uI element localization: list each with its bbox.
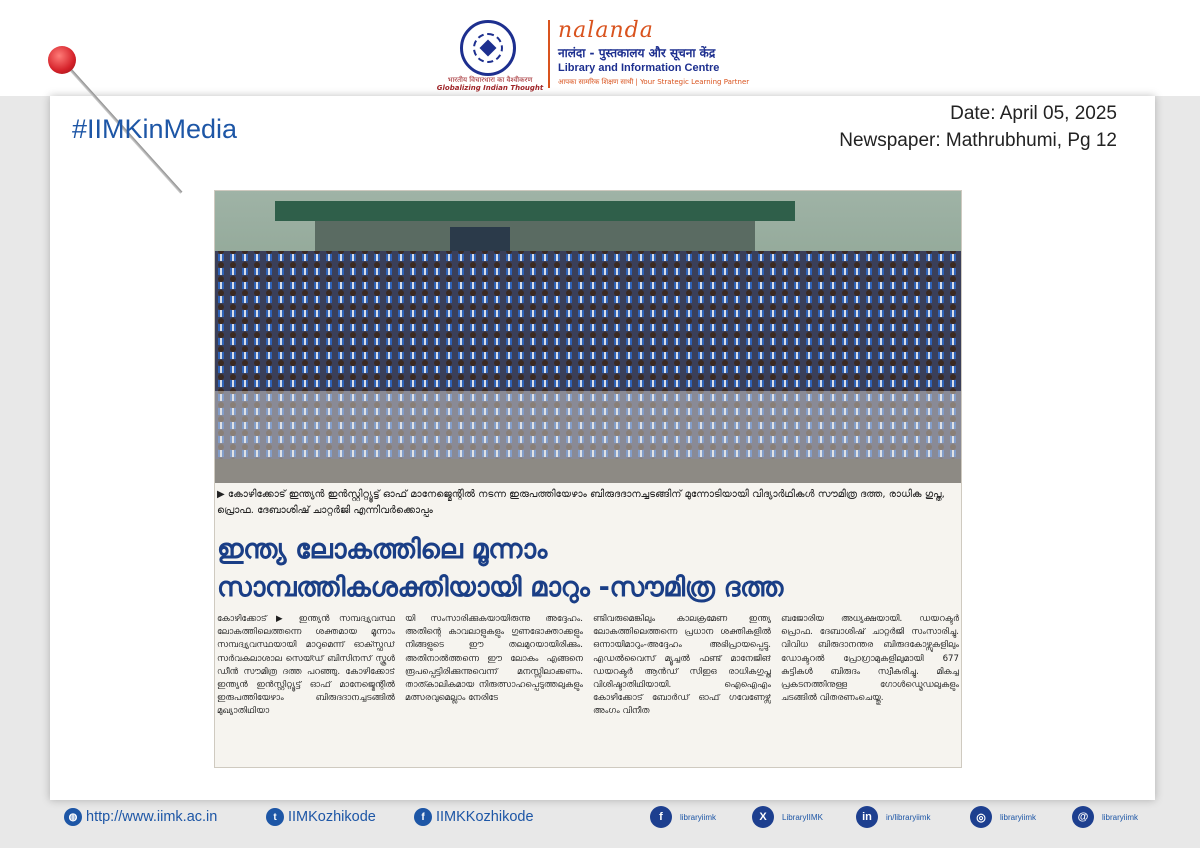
pushpin-icon xyxy=(48,46,76,74)
article-column-4: ബജോരിയ അധ്യക്ഷയായി. ഡയറക്ടർ പ്രൊഫ. ദേബാശിഷ് ചാറ്റർജി സംസാരിച്ചു. വിവിധ ബിരുദാനന്തര ബിരുദകോഴ്സുകളിലും ഡോക്ടറൽ പ്രോഗ്രാമുകളിലുമായി 677 കുട്ടികൾ ബിരുദം സ്വീകരിച്ചു. മികച്ച പ്രകടനത്തിനുള്ള ഗോൾഡ്മെഡലുകളും ചടങ്ങിൽ വിതരണംചെയ്തു. xyxy=(781,614,959,704)
iimk-emblem-icon xyxy=(460,20,516,76)
header-divider xyxy=(548,20,550,88)
instagram-icon: ◎ xyxy=(970,806,992,828)
facebook-link[interactable] xyxy=(414,806,534,828)
library-facebook-link[interactable] xyxy=(650,806,716,828)
library-facebook-handle: libraryiimk xyxy=(680,812,716,822)
library-instagram-handle: libraryiimk xyxy=(1000,812,1036,822)
article-column-1: കോഴിക്കോട് ▶ ഇന്ത്യൻ സമ്പദ്വ്യവസ്ഥ ലോകത്തിലെത്തന്നെ ശക്തമായ മൂന്നാം സമ്പദ്വ്യവസ്ഥയായി മാറുമെന്ന് ഓക്സ്ഫഡ് സർവകലാശാല സെയ്ഡ് ബിസിനസ് സ്കൂൾ ഡീൻ സൗമിത്ര ദത്ത പറഞ്ഞു. കോഴിക്കോട് ഇന്ത്യൻ ഇൻസ്റ്റിറ്റ്യൂട്ട് ഓഫ് മാനേജ്മെന്റിൽ ഇരുപത്തിയേഴാം ബിരുദദാനച്ചടങ്ങിൽ മുഖ്യാതിഥിയാ xyxy=(217,614,395,717)
facebook-handle: IIMKKozhikode xyxy=(436,809,534,825)
hashtag-title: #IIMKinMedia xyxy=(72,114,238,144)
newspaper-clipping xyxy=(214,190,962,768)
twitter-handle: IIMKozhikode xyxy=(288,809,376,825)
library-x-link[interactable] xyxy=(752,806,823,828)
newspaper-line: Newspaper: Mathrubhumi, Pg 12 xyxy=(839,130,1117,151)
tagline-hindi: भारतीय विचारधारा का वैश्वीकरण xyxy=(447,76,533,84)
tagline-english: Globalizing Indian Thought xyxy=(436,84,544,92)
website-text: http://www.iimk.ac.in xyxy=(86,809,218,825)
library-linkedin-link[interactable] xyxy=(856,806,930,828)
article-body xyxy=(217,613,959,765)
linkedin-icon: in xyxy=(856,806,878,828)
facebook-icon: f xyxy=(414,808,432,826)
article-column-3: ണ്ടിവരുമെങ്കിലും കാലക്രമേണ ഇന്ത്യ ലോകത്തിലെത്തന്നെ പ്രധാന ശക്തികളിൽ ഒന്നായിമാറും-അദ്ദേഹം അഭിപ്രായപ്പെട്ടു. എഡൽവൈസ് മ്യൂച്ചൽ ഫണ്ട് മാനേജിങ് ഡയറക്ടർ ആൻഡ് സിഇഒ രാധികഗുപ്ത വിശിഷ്ടാതിഥിയായി. ഐഐഎം കോഴിക്കോട് ബോർഡ് ഓഫ് ഗവേണേഴ്സ് അംഗം വിനീത xyxy=(593,614,771,717)
footer-bar xyxy=(62,806,1162,830)
article-column-2: യി സംസാരിക്കുകയായിരുന്നു അദ്ദേഹം. അതിന്റെ കാവലാളുകളും ഗുണഭോക്താക്കളും നിങ്ങളുടെ ഈ തലമുറയായിരിക്കും. അതിനാൽത്തന്നെ ഈ ലോകം എങ്ങനെ രൂപപ്പെട്ടിരിക്കുന്നുവെന്ന് മനസ്സിലാക്കണം. താത്കാലികമായ നിരുത്സാഹപ്പെടുത്തലുകളും മത്സരവുമെല്ലാം നേരിടേ xyxy=(405,614,583,704)
library-linkedin-handle: in/libraryiimk xyxy=(886,812,931,822)
nalanda-logo: nalanda xyxy=(558,18,654,43)
date-line: Date: April 05, 2025 xyxy=(950,103,1117,124)
library-centre-title: Library and Information Centre xyxy=(558,62,720,74)
x-icon: X xyxy=(752,806,774,828)
clipping-meta xyxy=(839,100,1117,154)
nalanda-hindi-subtitle: नालंदा - पुस्तकालय और सूचना केंद्र xyxy=(558,46,716,60)
library-x-handle: LibraryIIMK xyxy=(782,812,823,822)
library-header xyxy=(430,18,790,90)
library-threads-handle: libraryiimk xyxy=(1102,812,1138,822)
library-threads-link[interactable] xyxy=(1072,806,1138,828)
website-link[interactable] xyxy=(64,806,217,828)
twitter-link[interactable] xyxy=(266,806,376,828)
threads-icon: @ xyxy=(1072,806,1094,828)
photo-caption: ▶ കോഴിക്കോട് ഇന്ത്യൻ ഇൻസ്റ്റിറ്റ്യൂട്ട് ഓഫ് മാനേജ്മെന്റിൽ നടന്ന ഇരുപത്തിയേഴാം ബിരുദദാനച്ചടങ്ങിന് മുന്നോടിയായി വിദ്യാർഥികൾ സൗമിത്ര ദത്ത, രാധിക ഗുപ്ത, പ്രൊഫ. ദേബാശിഷ് ചാറ്റർജി എന്നിവർക്കൊപ്പം xyxy=(217,489,945,516)
article-headline xyxy=(217,531,957,607)
headline-line-1: ഇന്ത്യ ലോകത്തിലെ മൂന്നാം xyxy=(217,534,548,565)
headline-line-2: സാമ്പത്തികശക്തിയായി മാറും -സൗമിത്ര ദത്ത xyxy=(217,572,784,603)
library-instagram-link[interactable] xyxy=(970,806,1036,828)
globe-icon: ◍ xyxy=(64,808,82,826)
partner-tagline: आपका सामरिक शिक्षण साथी | Your Strategic Learning Partner xyxy=(558,78,750,86)
facebook-small-icon: f xyxy=(650,806,672,828)
group-photo xyxy=(215,191,961,483)
twitter-icon: t xyxy=(266,808,284,826)
